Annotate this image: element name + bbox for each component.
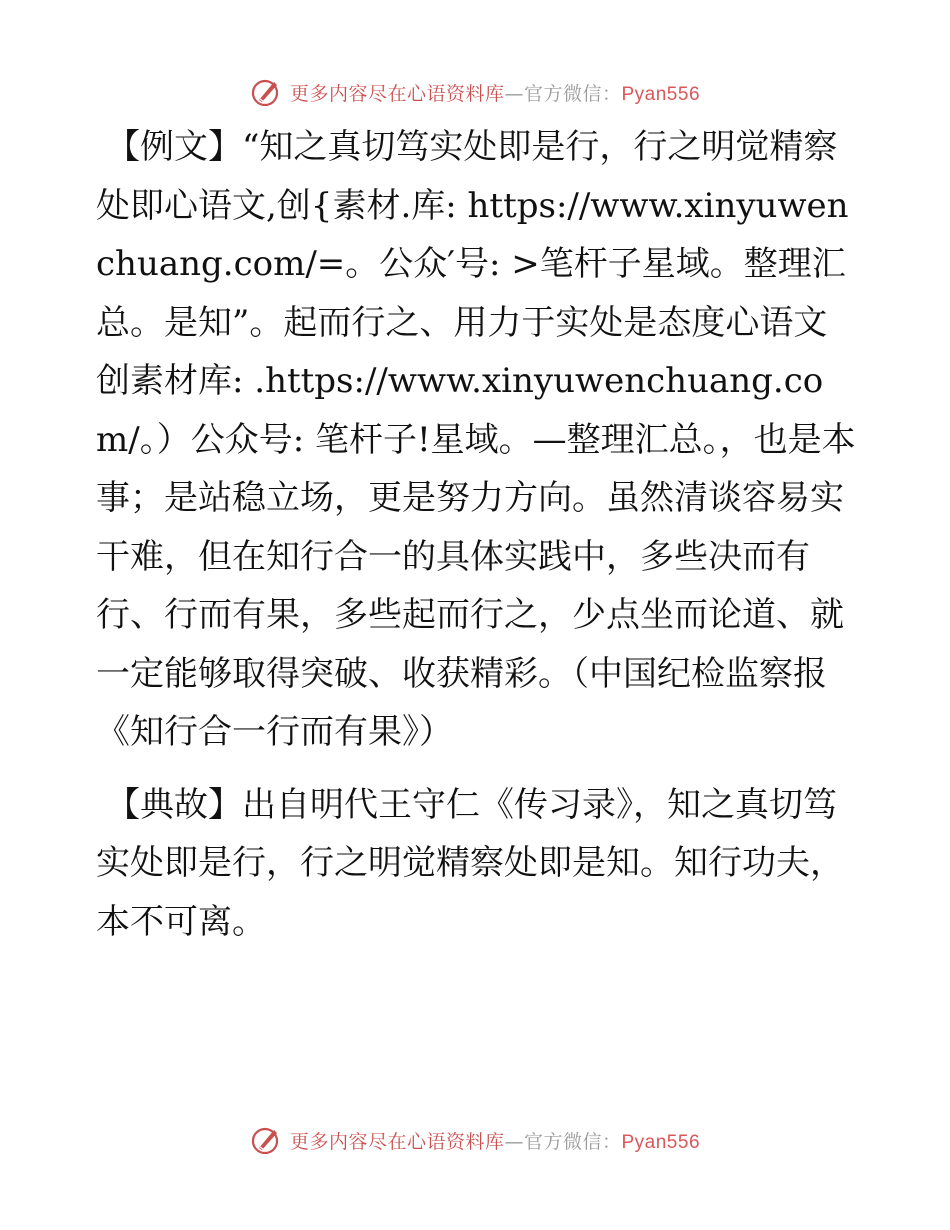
quill-pen-circle-icon xyxy=(250,1124,282,1156)
banner-suffix-text: 官方微信： xyxy=(523,82,622,105)
footer-banner xyxy=(0,1120,950,1160)
allusion-paragraph xyxy=(96,776,856,952)
banner-text xyxy=(290,79,700,106)
header-banner xyxy=(0,72,950,112)
quill-pen-circle-icon xyxy=(250,76,282,108)
allusion-body: 出自明代王守仁《传习录》，知之真切笃实处即是行，行之明觉精察处即是知。知行功夫，本不可离。 xyxy=(96,784,844,942)
banner-separator: — xyxy=(504,1130,524,1153)
banner-separator: — xyxy=(504,82,524,105)
banner-text xyxy=(290,1127,700,1154)
banner-brand: Pyan556 xyxy=(621,83,701,105)
example-label: 【例文】 xyxy=(106,127,242,167)
banner-main-text: 更多内容尽在心语资料库 xyxy=(289,82,505,105)
banner-suffix-text: 官方微信： xyxy=(523,1130,622,1153)
example-body: “知之真切笃实处即是行，行之明觉精察处即心语文,创{素材.库: https://www.xinyuwenchuang.com/=。公众′号: >笔杆子星域。整理汇总。是知”。起而行之、用力于实处是态度心语文创素材库: .https://www.xinyuwenchuang.com/。）公众号: 笔杆子!星域。—整理汇总。，也是本事；是站稳立场，更是努力方向。虽然清谈容易实干难，但在知行合一的具体实践中，多些决而有行、行而有果，多些起而行之，少点坐而论道、就一定能够取得突破、收获精彩。（中国纪检监察报《知行合一行而有果》） xyxy=(96,127,856,752)
document-body xyxy=(96,118,856,951)
example-paragraph xyxy=(96,118,856,762)
allusion-label: 【典故】 xyxy=(106,784,242,825)
banner-main-text: 更多内容尽在心语资料库 xyxy=(289,1130,505,1153)
banner-brand: Pyan556 xyxy=(621,1131,701,1153)
